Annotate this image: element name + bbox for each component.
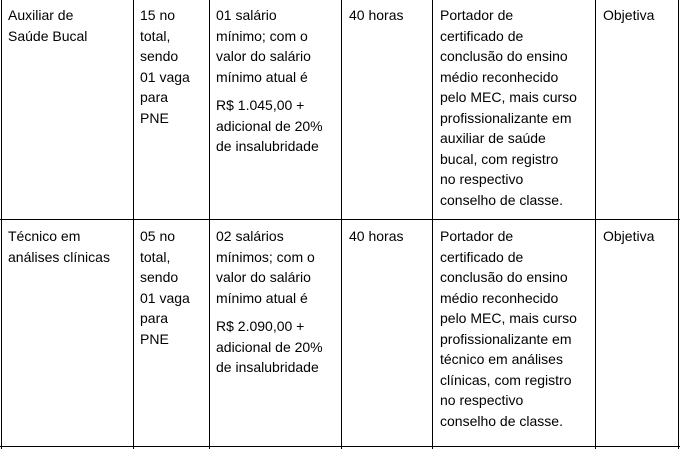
table-border (432, 0, 433, 449)
cell-remuneracao-line: adicional de 20% (216, 117, 323, 134)
table-row (8, 5, 118, 46)
table-border (209, 0, 210, 449)
cell-remuneracao-line: valor do salário (216, 269, 311, 285)
cell-vagas-line: 01 vaga (140, 289, 190, 306)
cell-requisitos-line: médio reconhecido (440, 68, 559, 85)
cell-remuneracao-line: mínimo atual é (216, 289, 308, 306)
table-row (8, 226, 118, 267)
cell-requisitos-line: conselho de classe. (440, 412, 563, 429)
cell-vagas-line: sendo (140, 269, 179, 285)
cell-remuneracao-line: de insalubridade (216, 138, 319, 154)
cell-prova: Objetiva (603, 7, 655, 23)
cell-vagas-line: sendo (140, 48, 179, 64)
cell-requisitos-line: conclusão do ensino (440, 269, 568, 285)
cell-requisitos-line: pelo MEC, mais curso (440, 89, 577, 105)
table-border (1, 0, 2, 449)
cell-remuneracao-line: R$ 2.090,00 + (216, 318, 305, 334)
cell-cargo-line: Saúde Bucal (8, 27, 88, 44)
cell-vagas (140, 5, 195, 128)
cell-carga-horaria: 40 horas (349, 228, 404, 244)
cell-remuneracao (216, 5, 328, 157)
cell-requisitos-line: certificado de (440, 27, 524, 44)
cell-requisitos-line: técnico em análises (440, 351, 563, 367)
cell-vagas-line: 01 vaga (140, 68, 190, 85)
table-border (341, 0, 342, 449)
cell-vagas-line: total, (140, 27, 171, 44)
cell-vagas-line: total, (140, 248, 171, 265)
table-border (678, 0, 679, 449)
cell-requisitos (440, 226, 586, 431)
cell-requisitos-line: certificado de (440, 248, 524, 265)
cell-requisitos-line: bucal, com registro (440, 150, 559, 167)
cell-requisitos-line: conclusão do ensino (440, 48, 568, 64)
cell-cargo-line: Auxiliar de (8, 7, 74, 23)
cell-vagas (140, 226, 195, 349)
cell-remuneracao (216, 226, 328, 378)
cell-remuneracao-line: mínimos; com o (216, 248, 315, 265)
cell-vagas-line: 15 no (140, 7, 176, 23)
cell-requisitos-line: auxiliar de saúde (440, 130, 546, 146)
cell-requisitos-line: profissionalizante em (440, 109, 572, 126)
table-border (133, 0, 134, 449)
cell-requisitos-line: clínicas, com registro (440, 371, 572, 388)
cell-remuneracao-line: adicional de 20% (216, 338, 323, 355)
cell-cargo-line: Técnico em (8, 228, 81, 244)
cell-requisitos-line: no respectivo (440, 392, 524, 408)
cell-requisitos-line: Portador de (440, 228, 514, 244)
cell-remuneracao-line: valor do salário (216, 48, 311, 64)
cell-vagas-line: 05 no (140, 228, 176, 244)
cell-vagas-line: para (140, 310, 169, 326)
cell-remuneracao-line: 02 salários (216, 228, 284, 244)
cell-requisitos (440, 5, 586, 210)
cell-prova: Objetiva (603, 228, 655, 244)
cell-remuneracao-line: mínimo; com o (216, 27, 308, 44)
cell-remuneracao-line: R$ 1.045,00 + (216, 97, 305, 113)
cell-requisitos-line: pelo MEC, mais curso (440, 310, 577, 326)
cell-remuneracao-line: de insalubridade (216, 359, 319, 375)
row-divider (0, 219, 680, 220)
cell-requisitos-line: no respectivo (440, 171, 524, 187)
cell-requisitos-line: médio reconhecido (440, 289, 559, 306)
row-divider (0, 446, 680, 447)
cell-requisitos-line: Portador de (440, 7, 514, 23)
cell-requisitos-line: profissionalizante em (440, 330, 572, 347)
cell-vagas-line: para (140, 89, 169, 105)
cell-remuneracao-line: mínimo atual é (216, 68, 308, 85)
cell-remuneracao-line: 01 salário (216, 7, 277, 23)
cell-carga-horaria: 40 horas (349, 7, 404, 23)
cell-cargo-line: análises clínicas (8, 248, 110, 265)
cell-requisitos-line: conselho de classe. (440, 191, 563, 208)
cell-vagas-line: PNE (140, 330, 169, 347)
cell-vagas-line: PNE (140, 109, 169, 126)
table-border (595, 0, 596, 449)
